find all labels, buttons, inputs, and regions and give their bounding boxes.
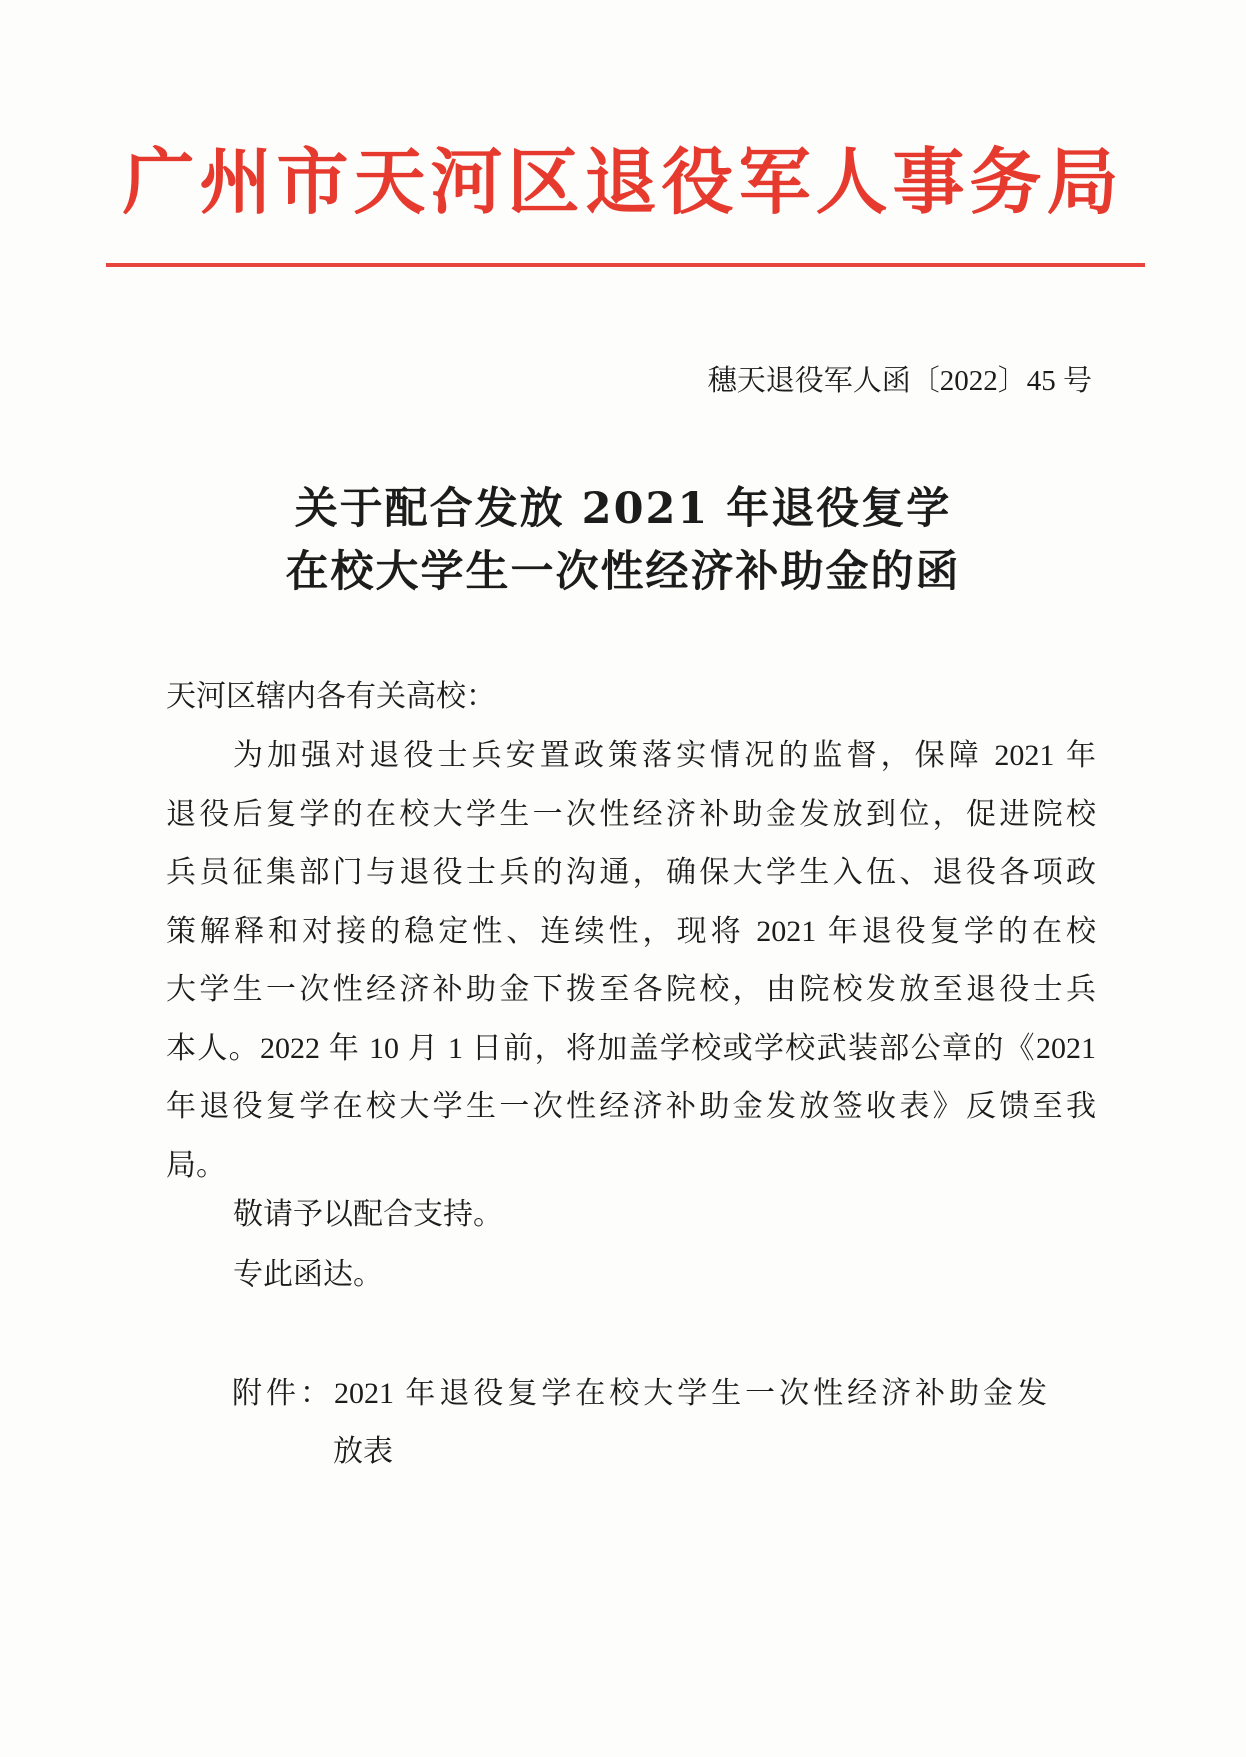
document-title (0, 478, 1246, 604)
body-paragraph (166, 727, 1096, 1195)
body-line: 兵员征集部门与退役士兵的沟通，确保大学生入伍、退役各项政 (166, 856, 1096, 889)
title-line-1: 关于配合发放 2021 年退役复学 (294, 484, 952, 534)
document-number: 穗天退役军人函〔2022〕45 号 (707, 365, 1092, 397)
attachment-title-part-2: 放表 (333, 1435, 393, 1468)
attachment-label: 附件： (232, 1377, 334, 1410)
red-header-divider (106, 263, 1145, 267)
body-line: 策解释和对接的稳定性、连续性，现将 2021 年退役复学的在校 (166, 914, 1096, 948)
body-line: 局。 (166, 1148, 226, 1182)
body-line: 本人。2022 年 10 月 1 日前，将加盖学校或学校武装部公章的《2021 (166, 1031, 1096, 1065)
attachment-title-part-1: 2021 年退役复学在校大学生一次性经济补助金发 (333, 1377, 1048, 1410)
title-line-2: 在校大学生一次性经济补助金的函 (285, 547, 961, 597)
body-line: 年退役复学在校大学生一次性经济补助金发放签收表》反馈至我 (166, 1090, 1096, 1123)
body-line: 为加强对退役士兵安置政策落实情况的监督，保障 2021 年 (233, 739, 1096, 772)
body-line: 大学生一次性经济补助金下拨至各院校，由院校发放至退役士兵 (166, 973, 1096, 1006)
body-line: 退役后复学的在校大学生一次性经济补助金发放到位，促进院校 (166, 797, 1096, 831)
attachment-line-1 (232, 1365, 1047, 1423)
closing-remark: 专此函达。 (233, 1258, 383, 1291)
issuing-organization-header: 广州市天河区退役军人事务局 (122, 139, 1124, 224)
salutation: 天河区辖内各有关高校： (166, 680, 496, 713)
closing-request: 敬请予以配合支持。 (233, 1198, 503, 1231)
